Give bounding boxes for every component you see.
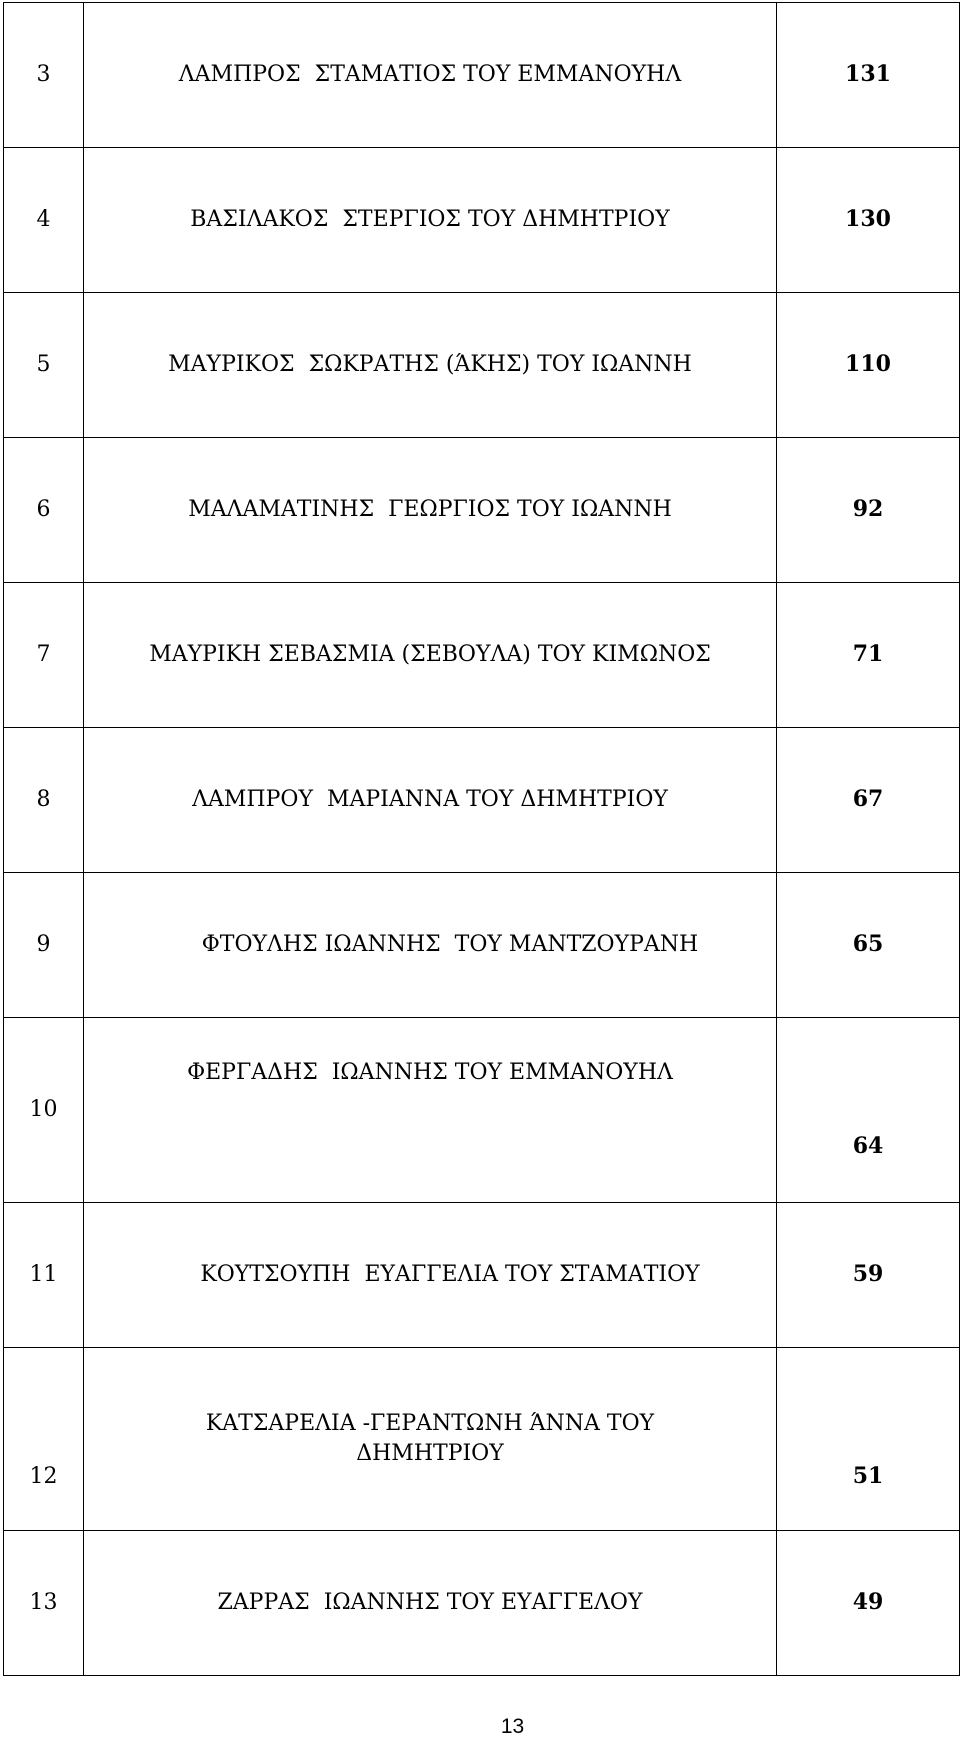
candidate-name: ΛΑΜΠΡΟΣ ΣΤΑΜΑΤΙΟΣ ΤΟΥ ΕΜΜΑΝΟΥΗΛ [84,3,777,148]
table-row [4,3,960,148]
vote-count: 110 [777,293,960,438]
vote-count: 51 [777,1348,960,1531]
vote-count: 131 [777,3,960,148]
row-number: 11 [4,1203,84,1348]
candidate-name-line-2: ΔΗΜΗΤΡΙΟΥ [356,1441,504,1466]
table-row [4,728,960,873]
candidate-name-line-1: ΚΑΤΣΑΡΕΛΙΑ -ΓΕΡΑΝΤΩΝΗ ΆΝΝΑ ΤΟΥ [205,1411,655,1437]
vote-count: 71 [777,583,960,728]
row-number: 4 [4,148,84,293]
candidate-name: ΦΕΡΓΑΔΗΣ ΙΩΑΝΝΗΣ ΤΟΥ ΕΜΜΑΝΟΥΗΛ [84,1018,777,1203]
vote-count: 92 [777,438,960,583]
table-row [4,1018,960,1203]
vote-count: 49 [777,1531,960,1676]
row-number: 5 [4,293,84,438]
vote-count: 64 [777,1018,960,1203]
candidate-name: ΖΑΡΡΑΣ ΙΩΑΝΝΗΣ ΤΟΥ ΕΥΑΓΓΕΛΟΥ [84,1531,777,1676]
table-row [4,1531,960,1676]
table-row [4,1348,960,1531]
candidate-name: ΜΑΥΡΙΚΗ ΣΕΒΑΣΜΙΑ (ΣΕΒΟΥΛΑ) ΤΟΥ ΚΙΜΩΝΟΣ [84,583,777,728]
candidate-name: ΜΑΛΑΜΑΤΙΝΗΣ ΓΕΩΡΓΙΟΣ ΤΟΥ ΙΩΑΝΝΗ [84,438,777,583]
row-number: 12 [4,1348,84,1531]
candidate-name: ΦΤΟΥΛΗΣ ΙΩΑΝΝΗΣ ΤΟΥ ΜΑΝΤΖΟΥΡΑΝΗ [84,873,777,1018]
candidate-name [84,1348,777,1531]
row-number: 7 [4,583,84,728]
row-number: 13 [4,1531,84,1676]
candidate-name: ΜΑΥΡΙΚΟΣ ΣΩΚΡΑΤΗΣ (ΆΚΗΣ) ΤΟΥ ΙΩΑΝΝΗ [84,293,777,438]
table-row [4,293,960,438]
candidate-name: ΛΑΜΠΡΟΥ ΜΑΡΙΑΝΝΑ ΤΟΥ ΔΗΜΗΤΡΙΟΥ [84,728,777,873]
table-row [4,583,960,728]
row-number: 6 [4,438,84,583]
row-number: 9 [4,873,84,1018]
row-number: 3 [4,3,84,148]
row-number: 8 [4,728,84,873]
results-table [3,2,960,1676]
table-row [4,438,960,583]
candidate-name: ΚΟΥΤΣΟΥΠΗ ΕΥΑΓΓΕΛΙΑ ΤΟΥ ΣΤΑΜΑΤΙΟΥ [84,1203,777,1348]
table-row [4,1203,960,1348]
vote-count: 59 [777,1203,960,1348]
table-row [4,148,960,293]
row-number: 10 [4,1018,84,1203]
vote-count: 130 [777,148,960,293]
vote-count: 67 [777,728,960,873]
candidate-name: ΒΑΣΙΛΑΚΟΣ ΣΤΕΡΓΙΟΣ ΤΟΥ ΔΗΜΗΤΡΙΟΥ [84,148,777,293]
page-number: 13 [500,1715,525,1738]
vote-count: 65 [777,873,960,1018]
table-row [4,873,960,1018]
